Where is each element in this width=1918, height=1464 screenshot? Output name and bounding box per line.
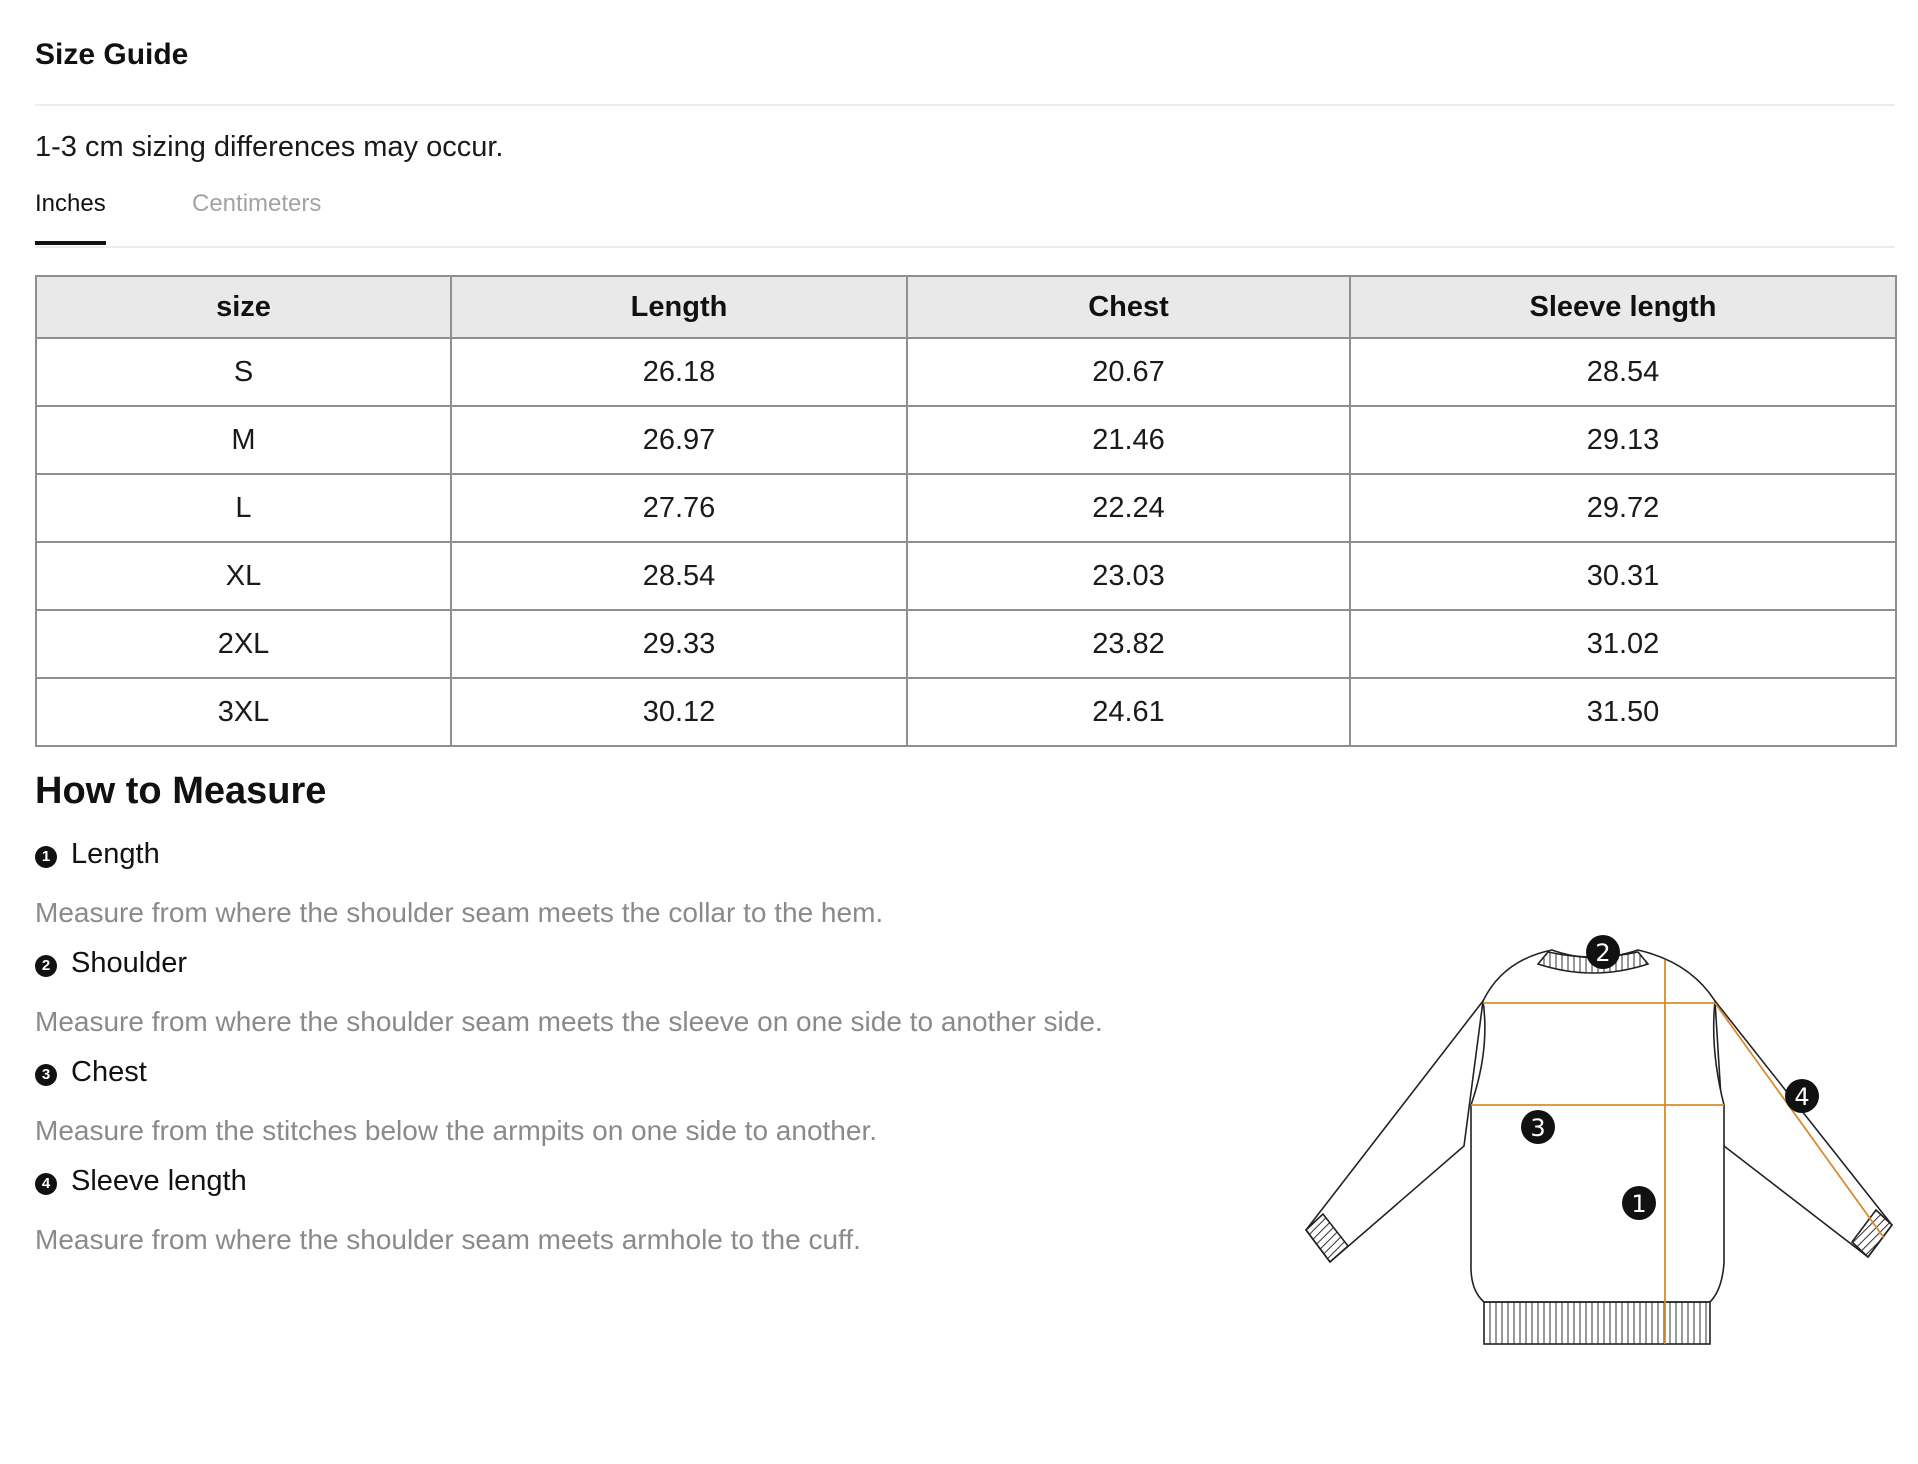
column-header-length: Length	[451, 276, 907, 338]
cell-size: 3XL	[36, 678, 451, 746]
table-row	[36, 678, 1896, 746]
cell-chest: 23.03	[907, 542, 1350, 610]
cell-size: 2XL	[36, 610, 451, 678]
title-divider	[35, 104, 1895, 106]
unit-tabs	[35, 190, 1895, 248]
measure-item-description: Measure from where the shoulder seam meets the sleeve on one side to another side.	[35, 1006, 1103, 1037]
size-table	[35, 275, 1897, 747]
table-row	[36, 338, 1896, 406]
sweater-outline	[1306, 950, 1892, 1344]
cell-sleeve-length: 29.13	[1350, 406, 1896, 474]
measure-item-description: Measure from the stitches below the armpits on one side to another.	[35, 1115, 878, 1146]
table-row	[36, 542, 1896, 610]
measure-item-title: Chest	[71, 1056, 147, 1088]
cell-chest: 21.46	[907, 406, 1350, 474]
cell-length: 28.54	[451, 542, 907, 610]
cell-length: 29.33	[451, 610, 907, 678]
sizing-note: 1-3 cm sizing differences may occur.	[35, 131, 504, 163]
measure-item-shoulder	[35, 947, 1235, 1038]
table-row	[36, 474, 1896, 542]
cell-size: XL	[36, 542, 451, 610]
cell-length: 27.76	[451, 474, 907, 542]
cell-sleeve-length: 28.54	[1350, 338, 1896, 406]
number-2-badge-icon: 2	[35, 955, 57, 977]
table-row	[36, 406, 1896, 474]
column-header-size: size	[36, 276, 451, 338]
table-row	[36, 610, 1896, 678]
cell-sleeve-length: 31.50	[1350, 678, 1896, 746]
cell-chest: 23.82	[907, 610, 1350, 678]
marker-2-icon	[1586, 935, 1620, 969]
marker-4-icon	[1785, 1079, 1819, 1113]
measure-item-description: Measure from where the shoulder seam meets the collar to the hem.	[35, 897, 884, 928]
tab-inches[interactable]: Inches	[35, 190, 106, 244]
page-title: Size Guide	[35, 38, 189, 71]
marker-1-icon	[1622, 1186, 1656, 1220]
svg-text:4: 4	[1794, 1083, 1810, 1111]
measure-item-length	[35, 838, 1235, 929]
measure-item-title: Sleeve length	[71, 1165, 247, 1197]
cell-chest: 24.61	[907, 678, 1350, 746]
measure-item-sleeve-length	[35, 1165, 1235, 1256]
number-3-badge-icon: 3	[35, 1064, 57, 1086]
cell-length: 26.18	[451, 338, 907, 406]
measure-item-title: Shoulder	[71, 947, 188, 979]
cell-size: L	[36, 474, 451, 542]
number-1-badge-icon: 1	[35, 846, 57, 868]
tab-centimeters[interactable]: Centimeters	[192, 190, 322, 217]
table-header-row	[36, 276, 1896, 338]
cell-length: 30.12	[451, 678, 907, 746]
cell-sleeve-length: 30.31	[1350, 542, 1896, 610]
svg-text:2: 2	[1595, 939, 1611, 967]
marker-3-icon	[1521, 1110, 1555, 1144]
cell-sleeve-length: 29.72	[1350, 474, 1896, 542]
measure-item-chest	[35, 1056, 1235, 1147]
number-4-badge-icon: 4	[35, 1173, 57, 1195]
measure-item-title: Length	[71, 838, 160, 870]
column-header-chest: Chest	[907, 276, 1350, 338]
svg-text:1: 1	[1631, 1190, 1647, 1218]
cell-length: 26.97	[451, 406, 907, 474]
cell-size: M	[36, 406, 451, 474]
measure-item-description: Measure from where the shoulder seam meets armhole to the cuff.	[35, 1224, 861, 1255]
cell-sleeve-length: 31.02	[1350, 610, 1896, 678]
cell-chest: 22.24	[907, 474, 1350, 542]
svg-text:3: 3	[1530, 1114, 1546, 1142]
column-header-sleeve-length: Sleeve length	[1350, 276, 1896, 338]
sweater-diagram	[1290, 920, 1910, 1350]
cell-chest: 20.67	[907, 338, 1350, 406]
cell-size: S	[36, 338, 451, 406]
how-to-measure-heading: How to Measure	[35, 770, 327, 812]
